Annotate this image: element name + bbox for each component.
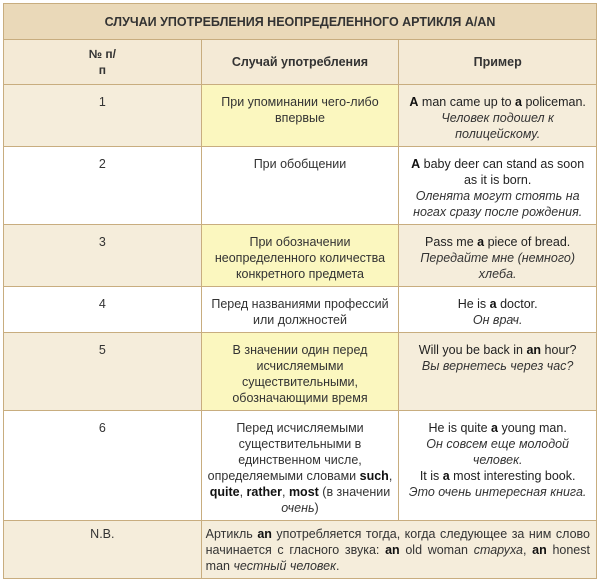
example-english: [403, 94, 592, 110]
article-highlight: a: [442, 469, 450, 483]
usage-text: ,: [239, 485, 247, 499]
example-text: baby deer can stand as soon as it is born.: [420, 157, 585, 187]
usage-text: ): [314, 501, 319, 515]
example-text: hour?: [541, 343, 577, 357]
example-text: It is: [419, 469, 443, 483]
nb-text: Артикль: [205, 527, 258, 541]
example-text: piece of bread.: [484, 235, 571, 249]
article-highlight: an: [385, 543, 400, 557]
row-number: 6: [4, 411, 202, 521]
example-text: man came up to: [418, 95, 516, 109]
usage-cell: При упоминании чего-либо впервые: [201, 85, 399, 147]
table-row: [4, 147, 597, 225]
nb-translation: старуха: [473, 543, 524, 557]
example-cell: [399, 287, 597, 333]
example-english: [403, 420, 592, 436]
nb-text: употребляется тогда, когда следующее за ним слово начинается с гласного звука:: [205, 527, 590, 557]
example-text: doctor.: [496, 297, 538, 311]
article-highlight: an: [532, 543, 547, 557]
row-number: 2: [4, 147, 202, 225]
example-text: Pass me: [425, 235, 478, 249]
table-title-row: [4, 4, 597, 40]
article-usage-table: [3, 3, 597, 579]
usage-cell: При обобщении: [201, 147, 399, 225]
example-english: [403, 156, 592, 188]
article-highlight: A: [411, 157, 421, 171]
example-text: most interesting book.: [449, 469, 576, 483]
example-english: [403, 234, 592, 250]
example-english: [403, 342, 592, 358]
usage-text: ,: [388, 469, 393, 483]
usage-cell: [201, 411, 399, 521]
example-english: [403, 296, 592, 312]
nb-note: [201, 521, 596, 579]
article-highlight: an: [257, 527, 272, 541]
article-highlight: a: [515, 95, 522, 109]
table-row: [4, 333, 597, 411]
article-highlight: a: [491, 421, 498, 435]
article-highlight: a: [489, 297, 497, 311]
example-cell: [399, 411, 597, 521]
usage-cell: При обозначении неопределенного количества конкретного предмета: [201, 225, 399, 287]
article-highlight: A: [409, 95, 419, 109]
usage-text: ,: [281, 485, 289, 499]
usage-italic: очень: [281, 501, 315, 515]
example-cell: [399, 333, 597, 411]
example-text: policeman.: [521, 95, 586, 109]
header-number: [4, 40, 202, 85]
example-russian: Он совсем еще молодой человек.: [426, 437, 570, 467]
example-russian: Это очень интересная книга.: [408, 485, 587, 499]
usage-text: (в значении: [318, 485, 391, 499]
keyword-rather: rather: [246, 485, 282, 499]
example-russian: Оленята могут стоять на ногах сразу после рождения.: [413, 189, 583, 219]
nb-text: ,: [523, 543, 533, 557]
example-russian: Вы вернетесь через час?: [421, 359, 574, 373]
usage-text: Перед исчисляемыми существительными в единственном числе, определяемыми словами: [207, 421, 364, 483]
example-text: Will you be back in: [418, 343, 527, 357]
header-number-line2: п: [98, 62, 106, 77]
usage-cell: В значении один перед исчисляемыми существительными, обозначающими время: [201, 333, 399, 411]
example-cell: [399, 85, 597, 147]
example-russian: Он врач.: [472, 313, 523, 327]
example-cell: [399, 225, 597, 287]
header-example: Пример: [399, 40, 597, 85]
article-highlight: a: [477, 235, 485, 249]
example-russian: Передайте мне (немного) хлеба.: [420, 251, 575, 281]
example-cell: [399, 147, 597, 225]
row-number: 5: [4, 333, 202, 411]
example-text: He is: [457, 297, 490, 311]
keyword-such: such: [359, 469, 389, 483]
example-text: young man.: [498, 421, 567, 435]
table-row: [4, 225, 597, 287]
table-header-row: [4, 40, 597, 85]
example-english: [403, 468, 592, 484]
row-number: 1: [4, 85, 202, 147]
table-row: [4, 287, 597, 333]
article-highlight: an: [526, 343, 542, 357]
nb-translation: честный человек: [233, 559, 337, 573]
table-row: [4, 411, 597, 521]
header-number-line1: № п/: [88, 46, 116, 61]
header-usage: Случай употребления: [201, 40, 399, 85]
keyword-quite: quite: [209, 485, 240, 499]
nb-text: honest man: [205, 543, 590, 573]
nb-text: old woman: [399, 543, 474, 557]
nb-label: N.B.: [4, 521, 202, 579]
nb-row: [4, 521, 597, 579]
row-number: 4: [4, 287, 202, 333]
keyword-most: most: [288, 485, 319, 499]
article-table-container: [3, 3, 597, 579]
example-russian: Человек подошел к полицейскому.: [441, 111, 554, 141]
table-row: [4, 85, 597, 147]
usage-cell: Перед названиями профессий или должностей: [201, 287, 399, 333]
example-text: He is quite: [428, 421, 492, 435]
row-number: 3: [4, 225, 202, 287]
nb-text: .: [336, 559, 340, 573]
table-title: СЛУЧАИ УПОТРЕБЛЕНИЯ НЕОПРЕДЕЛЕННОГО АРТИКЛЯ A/AN: [4, 4, 597, 40]
